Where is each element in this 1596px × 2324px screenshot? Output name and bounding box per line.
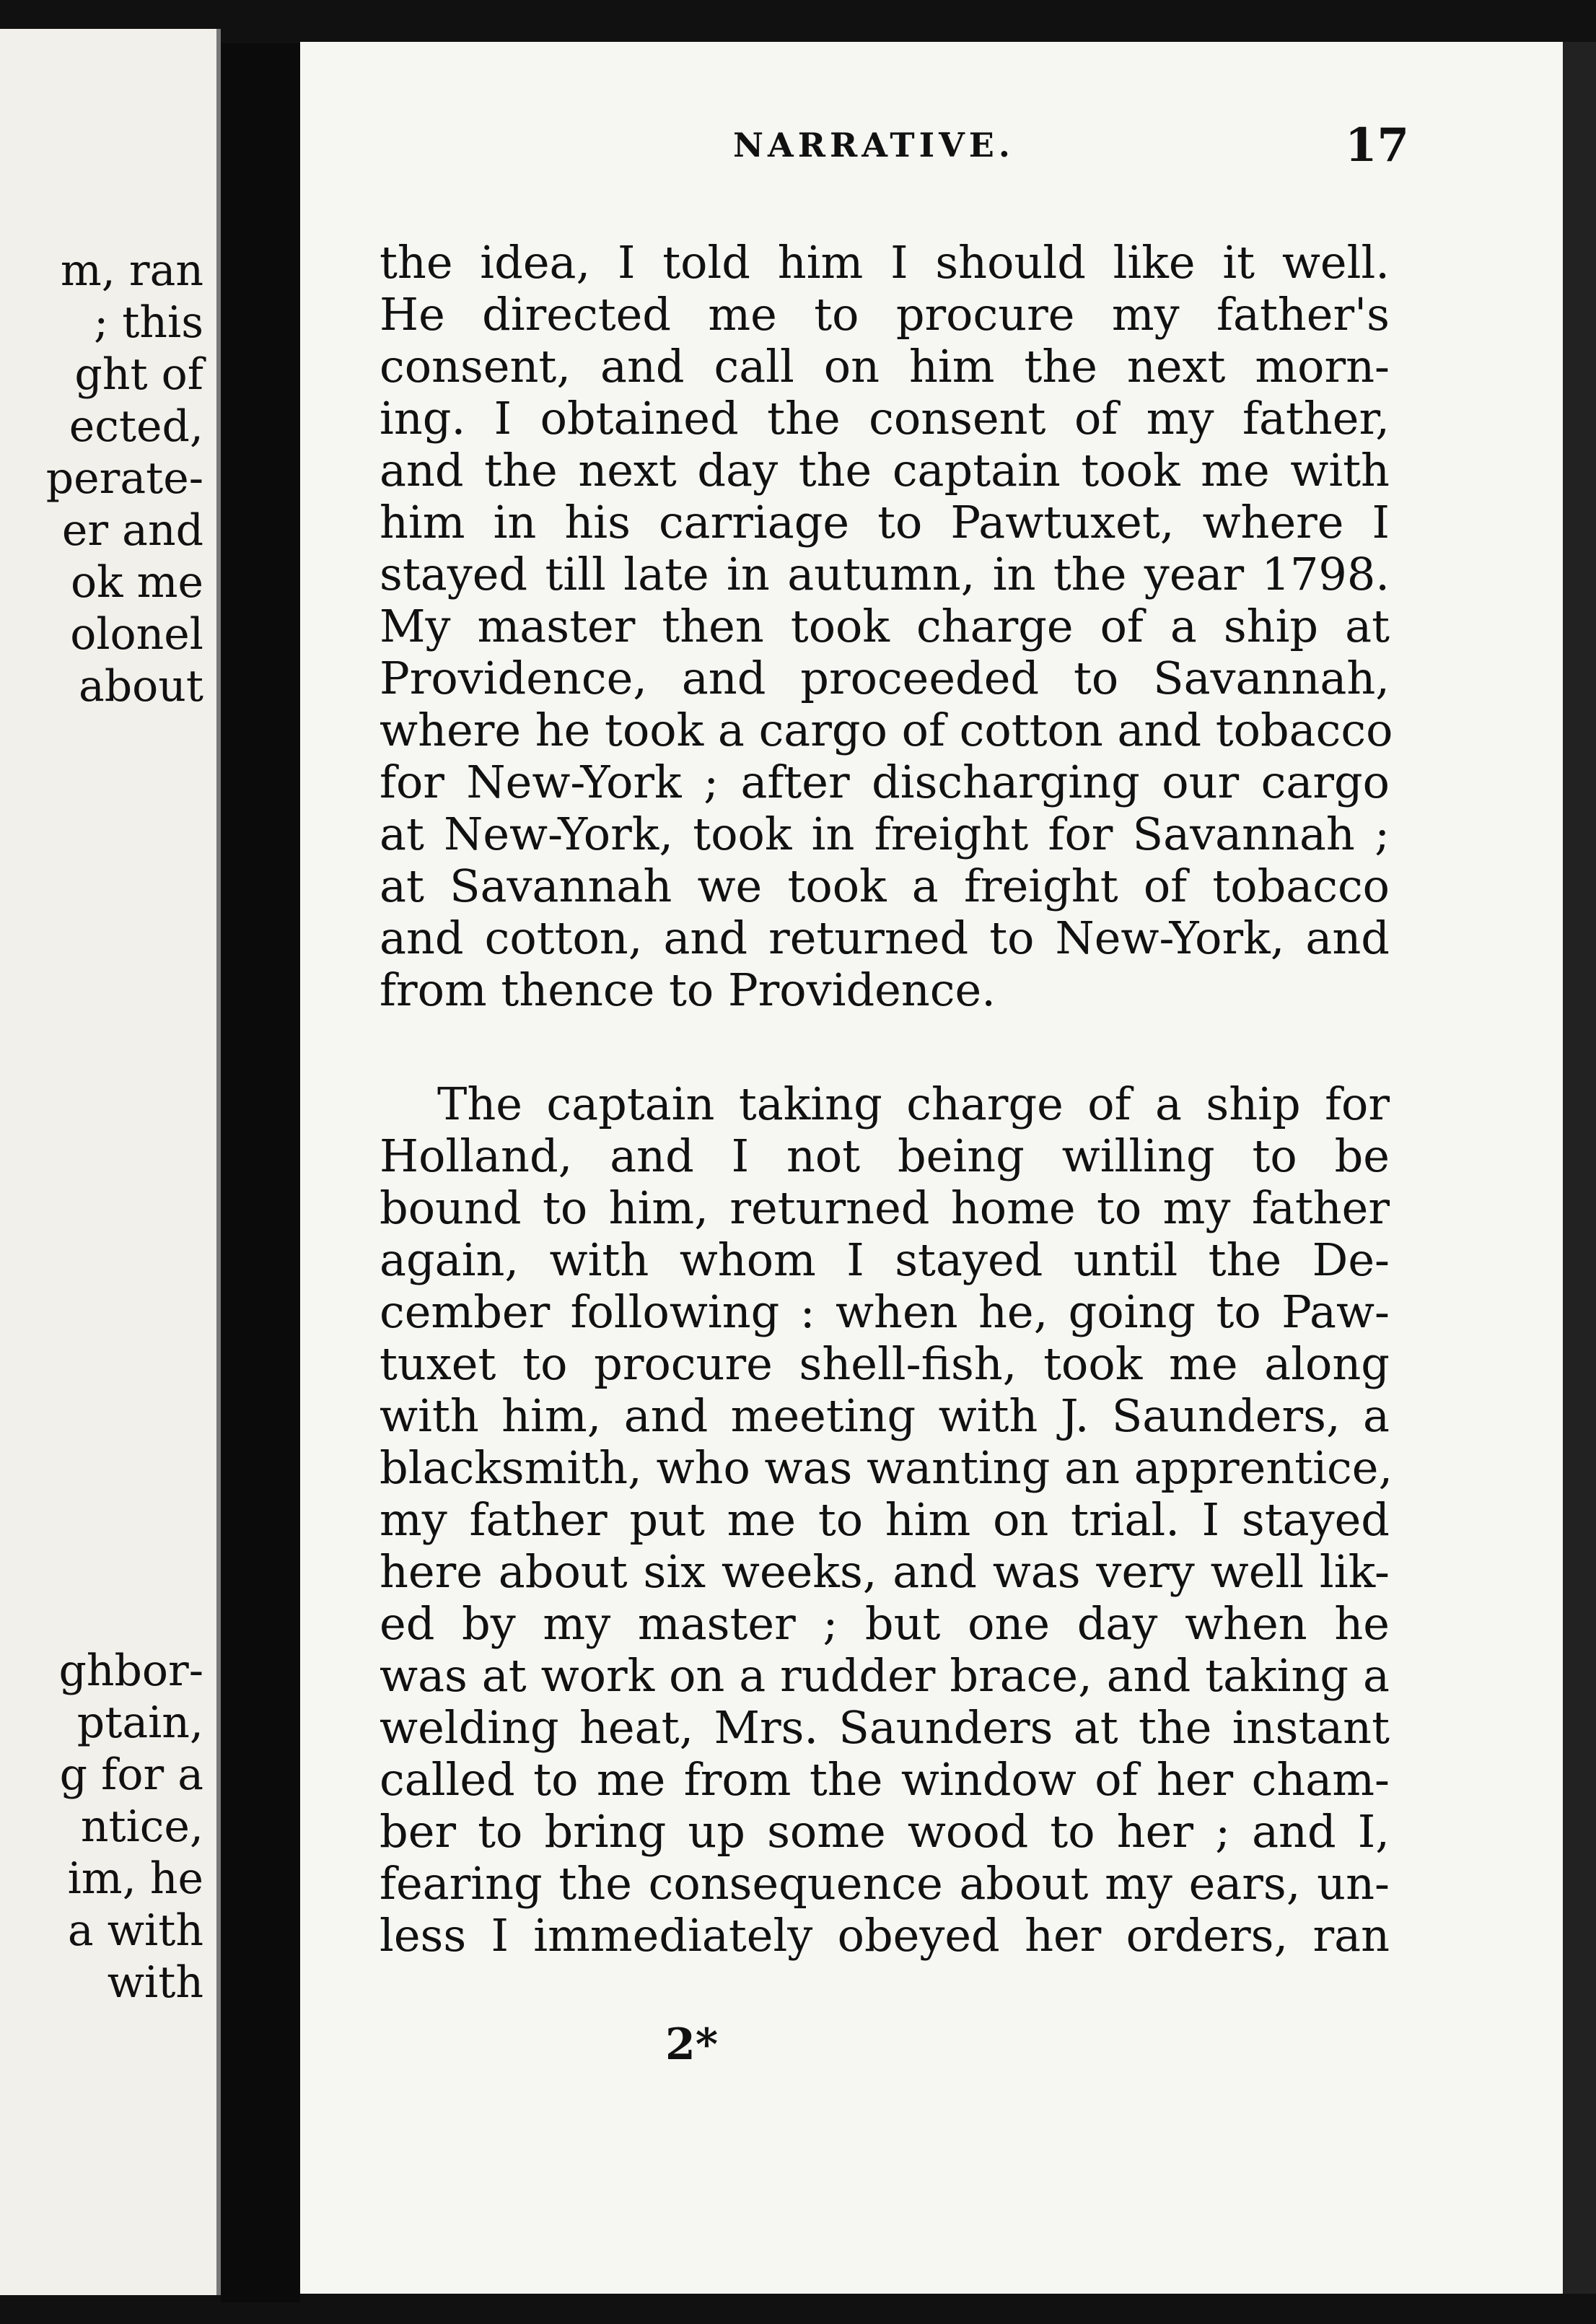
text-line: was at work on a rudder brace, and taking a — [380, 1649, 1390, 1702]
text-line: my father put me to him on trial. I stayed — [380, 1493, 1390, 1546]
text-line: where he took a cargo of cotton and tobacco — [380, 704, 1393, 756]
text-line: for New-York ; after discharging our cargo — [380, 756, 1390, 808]
text-line: fearing the consequence about my ears, un- — [380, 1857, 1390, 1910]
text-line: and cotton, and returned to New-York, and — [380, 912, 1390, 964]
left-page-fragment: im, he — [67, 1853, 203, 1904]
left-page-fragment: g for a — [59, 1749, 203, 1800]
left-page-fragment: ok me — [71, 557, 203, 608]
text-line: Providence, and proceeded to Savannah, — [380, 652, 1390, 704]
text-line: Holland, and I not being willing to be — [380, 1130, 1390, 1182]
text-line: The captain taking charge of a ship for — [437, 1078, 1390, 1130]
text-line: from thence to Providence. — [380, 964, 996, 1016]
text-line: ber to bring up some wood to her ; and I, — [380, 1805, 1390, 1858]
page-number: 17 — [1345, 118, 1410, 172]
text-line: cember following : when he, going to Paw- — [380, 1285, 1390, 1338]
text-line: consent, and call on him the next morn- — [380, 340, 1390, 393]
left-page-fragment: with — [107, 1957, 203, 2008]
left-page-fragment: perate- — [45, 453, 203, 504]
text-line: blacksmith, who was wanting an apprentice, — [380, 1441, 1393, 1494]
text-line: again, with whom I stayed until the De- — [380, 1233, 1390, 1286]
left-page-fragment: ptain, — [76, 1698, 203, 1748]
page-edge-shadow — [1563, 42, 1596, 2294]
left-page-fragment: m, ran — [60, 245, 203, 296]
left-page-fragment: about — [78, 661, 203, 712]
left-page-fragment: a with — [67, 1905, 203, 1956]
running-head: NARRATIVE. — [733, 126, 1014, 165]
text-line: with him, and meeting with J. Saunders, a — [380, 1389, 1390, 1442]
book-gutter — [221, 43, 300, 2302]
left-page-fragment: ected, — [69, 401, 203, 452]
previous-page-edge — [0, 29, 221, 2295]
text-line: the idea, I told him I should like it well. — [380, 236, 1390, 289]
text-line: at New-York, took in freight for Savannah ; — [380, 808, 1390, 860]
text-line: ing. I obtained the consent of my father, — [380, 392, 1390, 445]
text-line: ed by my master ; but one day when he — [380, 1597, 1390, 1650]
left-page-fragment: ntice, — [80, 1801, 203, 1852]
text-line: welding heat, Mrs. Saunders at the instant — [380, 1701, 1390, 1754]
text-line: here about six weeks, and was very well lik- — [380, 1545, 1390, 1598]
text-line: and the next day the captain took me with — [380, 444, 1390, 497]
text-line: tuxet to procure shell-fish, took me along — [380, 1337, 1390, 1390]
text-line: called to me from the window of her cham- — [380, 1753, 1390, 1806]
text-line: He directed me to procure my father's — [380, 288, 1390, 341]
text-line: at Savannah we took a freight of tobacco — [380, 860, 1390, 912]
text-line: My master then took charge of a ship at — [380, 600, 1390, 652]
current-page — [300, 42, 1563, 2294]
left-page-fragment: ; this — [93, 297, 203, 348]
left-page-fragment: ghbor- — [58, 1646, 203, 1696]
signature-mark: 2* — [665, 2019, 719, 2070]
left-page-fragment: er and — [61, 505, 203, 556]
text-line: less I immediately obeyed her orders, ran — [380, 1909, 1390, 1962]
left-page-fragment: ght of — [74, 349, 203, 400]
text-line: him in his carriage to Pawtuxet, where I — [380, 496, 1390, 549]
left-page-fragment: olonel — [70, 609, 203, 660]
text-line: stayed till late in autumn, in the year 1798. — [380, 548, 1390, 600]
text-line: bound to him, returned home to my father — [380, 1181, 1390, 1234]
